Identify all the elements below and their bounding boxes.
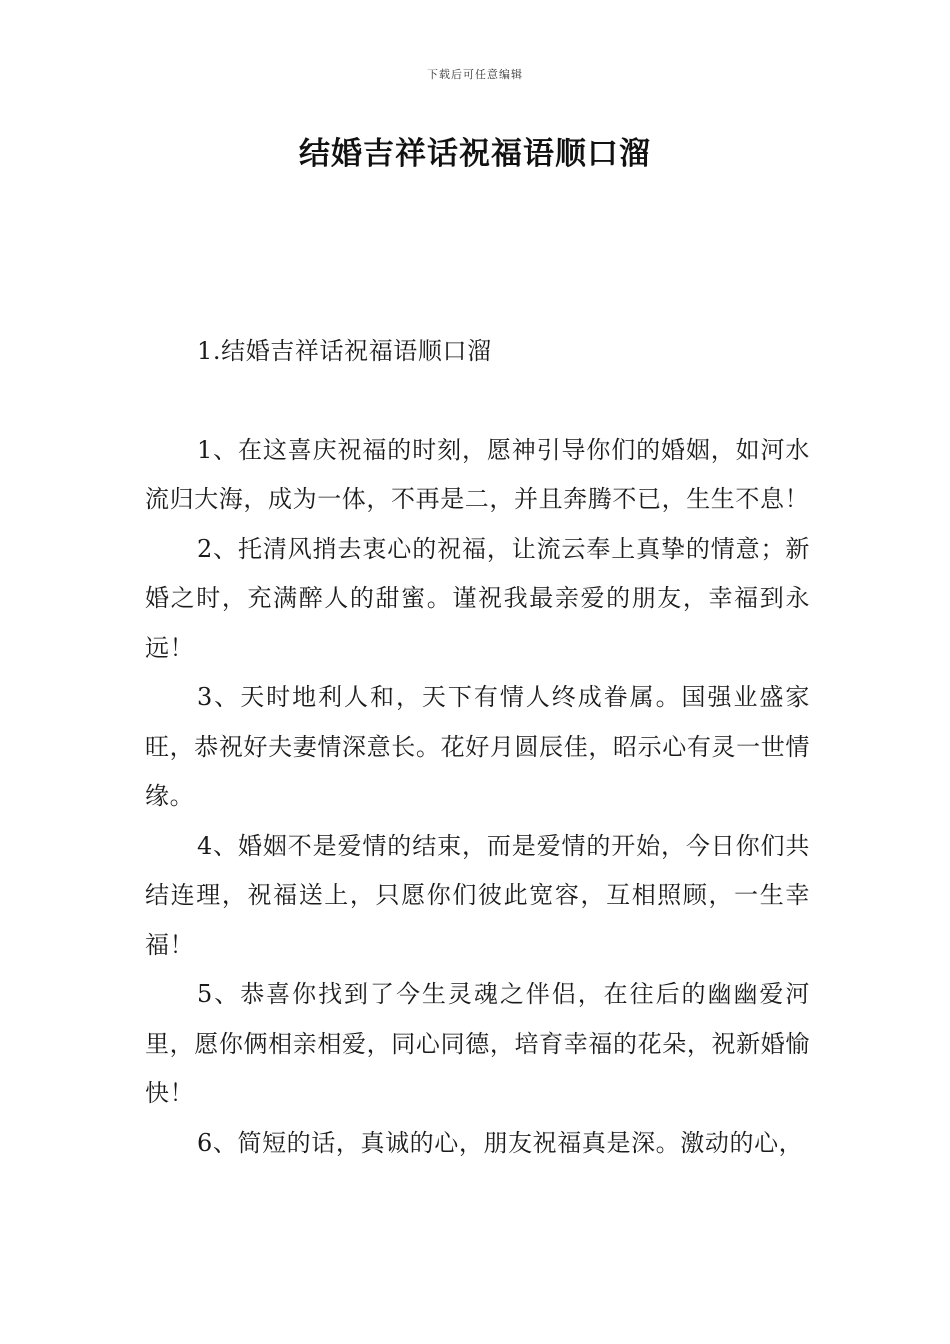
page-title: 结婚吉祥话祝福语顺口溜 bbox=[299, 136, 651, 172]
blessing-paragraph-5: 5、恭喜你找到了今生灵魂之伴侣，在往后的幽幽爱河里，愿你俩相亲相爱，同心同德，培育幸福的花朵，祝新婚愉快！ bbox=[145, 980, 810, 1107]
section-heading: 1.结婚吉祥话祝福语顺口溜 bbox=[197, 337, 492, 365]
header-note: 下载后可任意编辑 bbox=[427, 68, 523, 81]
blessing-paragraph-2: 2、托清风捎去衷心的祝福，让流云奉上真挚的情意；新婚之时，充满醉人的甜蜜。谨祝我最亲爱的朋友，幸福到永远！ bbox=[145, 534, 810, 662]
blessing-paragraph-6: 6、简短的话，真诚的心，朋友祝福真是深。激动的心， bbox=[197, 1128, 804, 1157]
document-body bbox=[145, 327, 810, 1168]
blessing-paragraph-4: 4、婚姻不是爱情的结束，而是爱情的开始，今日你们共结连理，祝福送上，只愿你们彼此宽容，互相照顾，一生幸福！ bbox=[145, 831, 810, 959]
blessing-paragraph-1: 1、在这喜庆祝福的时刻，愿神引导你们的婚姻，如河水流归大海，成为一体，不再是二，并且奔腾不已，生生不息！ bbox=[145, 435, 810, 513]
blessing-paragraph-3: 3、天时地利人和，天下有情人终成眷属。国强业盛家旺，恭祝好夫妻情深意长。花好月圆辰佳，昭示心有灵一世情缘。 bbox=[145, 683, 810, 810]
